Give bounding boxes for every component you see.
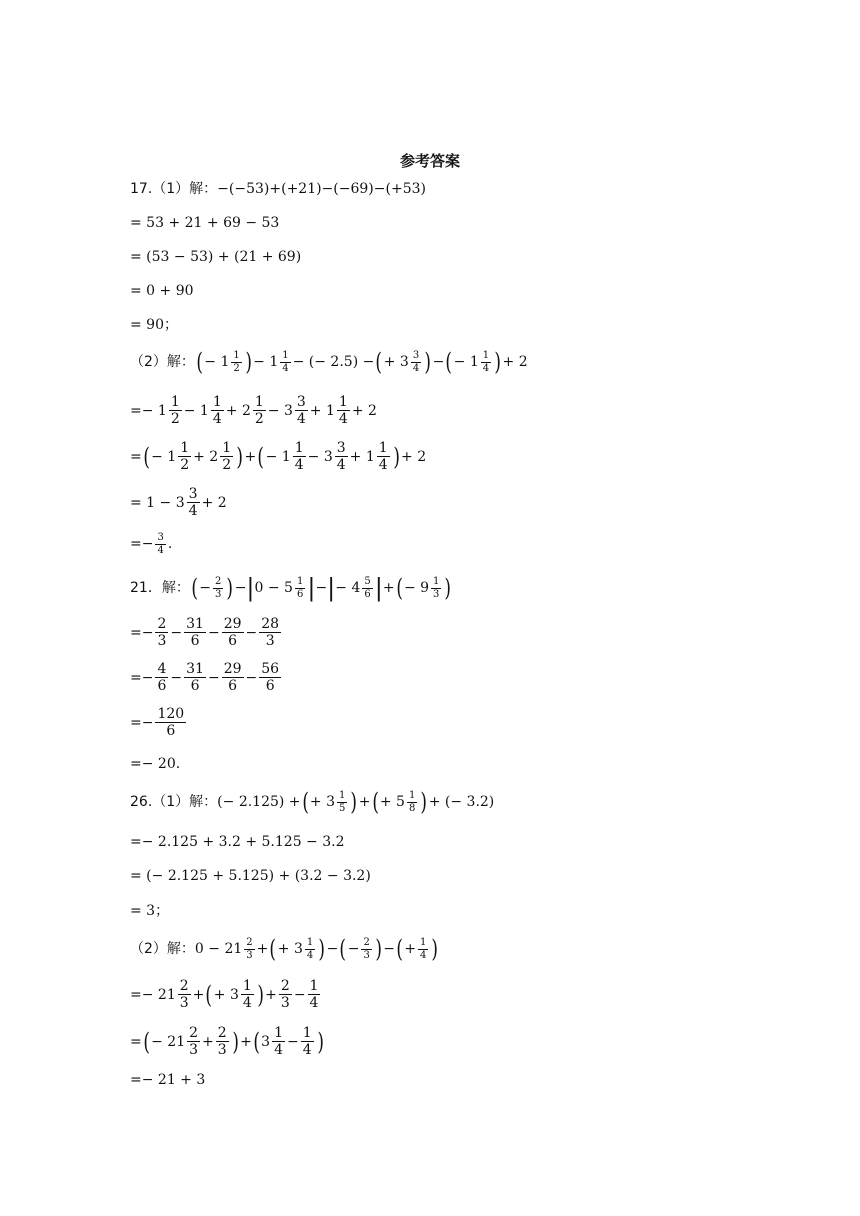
q21-step1: =− $\frac{2}{3}$ − $\frac{31}{6}$ − $\frac{29}{6}$ − $\frac{28}{3}$ (130, 616, 280, 650)
q17-part2-header: （2）解： ( − 1 $\frac{1}{2}$ ) − 1 $\frac{1}{4}$ − (− 2.5) − ( + 3 $\frac{3}{4}$ ) − ( − 1 $\frac{1}{4}$ ) + 2 (130, 348, 528, 376)
q17-part2-step2: = ( − 1 $\frac{1}{2}$ + 2 $\frac{1}{2}$ ) + ( − 1 $\frac{1}{4}$ − 3 $\frac{3}{4}$ + 1 $\frac{1}{4}$ ) + 2 (130, 440, 427, 474)
q17-part1-label: 17.（1）解： (130, 181, 218, 197)
q26-part1-expression-start: (− 2.125) + (217, 794, 301, 810)
q17-part2-step1: =− 1 $\frac{1}{2}$ − 1 $\frac{1}{4}$ + 2 $\frac{1}{2}$ − 3 $\frac{3}{4}$ + 1 $\frac{1}{4}$ + 2 (130, 394, 377, 428)
q26-part1-step2: = (− 2.125 + 5.125) + (3.2 − 3.2) (130, 868, 371, 884)
q17-part2-step3: = 1 − 3 $\frac{3}{4}$ + 2 (130, 486, 227, 520)
q17-part1-step1: = 53 + 21 + 69 − 53 (130, 215, 280, 231)
q26-part2-header: （2）解： 0 − 21 $\frac{2}{3}$ + ( + 3 $\frac{1}{4}$ ) − ( − $\frac{2}{3}$ ) − ( + $\frac{1}{4}$ ) (130, 935, 439, 963)
q26-part1-step1: =− 2.125 + 3.2 + 5.125 − 3.2 (130, 834, 345, 850)
q26-part1-result: = 3； (130, 903, 170, 919)
q17-part1-result: = 90； (130, 317, 178, 333)
q17-part1-step3: = 0 + 90 (130, 283, 194, 299)
q17-part2-result: =− $\frac{3}{4}$ . (130, 532, 173, 556)
q26-part1-label: 26.（1）解： (130, 794, 218, 810)
q21-step3: =− $\frac{120}{6}$ (130, 706, 185, 740)
q26-part2-step3: =− 21 + 3 (130, 1072, 206, 1088)
q26-part1-header: 26.（1）解： (− 2.125) + ( + 3 $\frac{1}{5}$ ) + ( + 5 $\frac{1}{8}$ ) + (− 3.2) (130, 788, 495, 816)
q17-part2-step3-text: = 1 − 3 (130, 494, 185, 511)
q17-part2-step3-tail: + 2 (201, 494, 227, 511)
q21-label: 21．解： (130, 580, 190, 596)
q21-step2: =− $\frac{4}{6}$ − $\frac{31}{6}$ − $\frac{29}{6}$ − $\frac{56}{6}$ (130, 661, 280, 695)
q17-part1-expression: −(−53)+(+21)−(−69)−(+53) (217, 181, 426, 197)
page-title: 参考答案 (399, 152, 460, 170)
q21-result: =− 20. (130, 756, 181, 772)
q21-header: 21．解： ( − $\frac{2}{3}$ ) − | 0 − 5 $\frac{1}{6}$ | − | − 4 $\frac{5}{6}$ | + ( − 9 $\frac{1}{3}$ ) (130, 574, 452, 602)
q17-part2-label: （2）解： (130, 354, 195, 370)
q17-part1-header (130, 182, 426, 196)
q26-part2-label: （2）解： (130, 941, 195, 957)
q26-part2-step1: =− 21 $\frac{2}{3}$ + ( + 3 $\frac{1}{4}$ ) + $\frac{2}{3}$ − $\frac{1}{4}$ (130, 978, 319, 1012)
q17-part1-step2: = (53 − 53) + (21 + 69) (130, 249, 302, 265)
q26-part2-step2: = ( − 21 $\frac{2}{3}$ + $\frac{2}{3}$ ) + ( 3 $\frac{1}{4}$ − $\frac{1}{4}$ ) (130, 1025, 324, 1059)
